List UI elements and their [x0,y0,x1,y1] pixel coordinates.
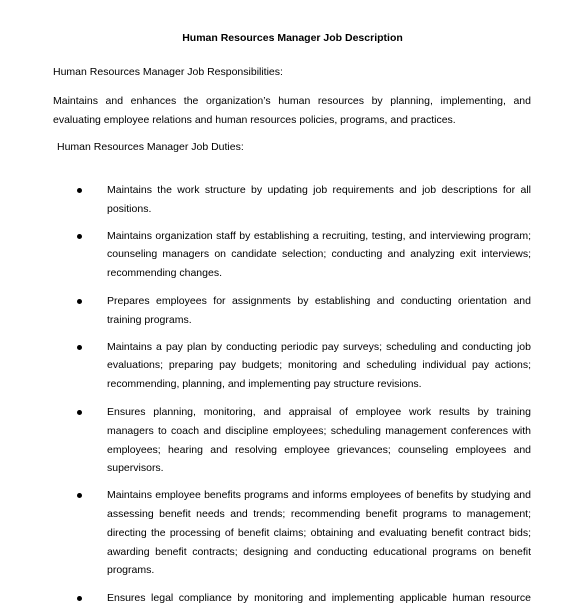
bullet-icon [77,596,82,601]
duty-text: Ensures legal compliance by monitoring and implementing applicable human resource [107,592,531,605]
duty-text: Maintains organization staff by establishing a recruiting, testing, and interviewing program; counseling managers on candidate selection; conducting and analyzing exit interviews; recommending changes. [107,229,531,280]
bullet-icon [77,234,82,239]
list-item [0,292,585,330]
duty-text: Ensures planning, monitoring, and appraisal of employee work results by training managers to coach and discipline employees; scheduling management conferences with employees; hearing and resolving employee grievances; counseling employees and supervisors. [107,405,531,475]
summary-paragraph: Maintains and enhances the organization’s human resources by planning, implementing, and evaluating employee relations and human resources policies, programs, and practices. [53,95,531,126]
list-item [0,403,585,478]
list-item [0,181,585,219]
duties-heading: Human Resources Manager Job Duties: [57,141,244,153]
bullet-icon [77,188,82,193]
bullet-icon [77,410,82,415]
list-item [0,338,585,394]
duties-list [0,181,585,608]
bullet-icon [77,493,82,498]
list-item [0,486,585,580]
bullet-icon [77,299,82,304]
responsibilities-heading: Human Resources Manager Job Responsibilities: [53,66,283,78]
duty-text: Prepares employees for assignments by establishing and conducting orientation and training programs. [107,294,531,326]
list-item [0,227,585,283]
duty-text: Maintains employee benefits programs and informs employees of benefits by studying and assessing benefit needs and trends; recommending benefit programs to management; directing the processing of benefit claims; obtaining and evaluating benefit contract bids; awarding benefit contracts; designing and conducting educational programs on benefit programs. [107,489,531,577]
list-item [0,589,585,608]
duty-text: Maintains a pay plan by conducting periodic pay surveys; scheduling and conducting job evaluations; preparing pay budgets; monitoring and scheduling individual pay actions; recommending, planning, and implementing pay structure revisions. [107,340,531,391]
document-title: Human Resources Manager Job Description [182,32,403,44]
bullet-icon [77,345,82,350]
duty-text: Maintains the work structure by updating job requirements and job descriptions for all positions. [107,184,531,215]
